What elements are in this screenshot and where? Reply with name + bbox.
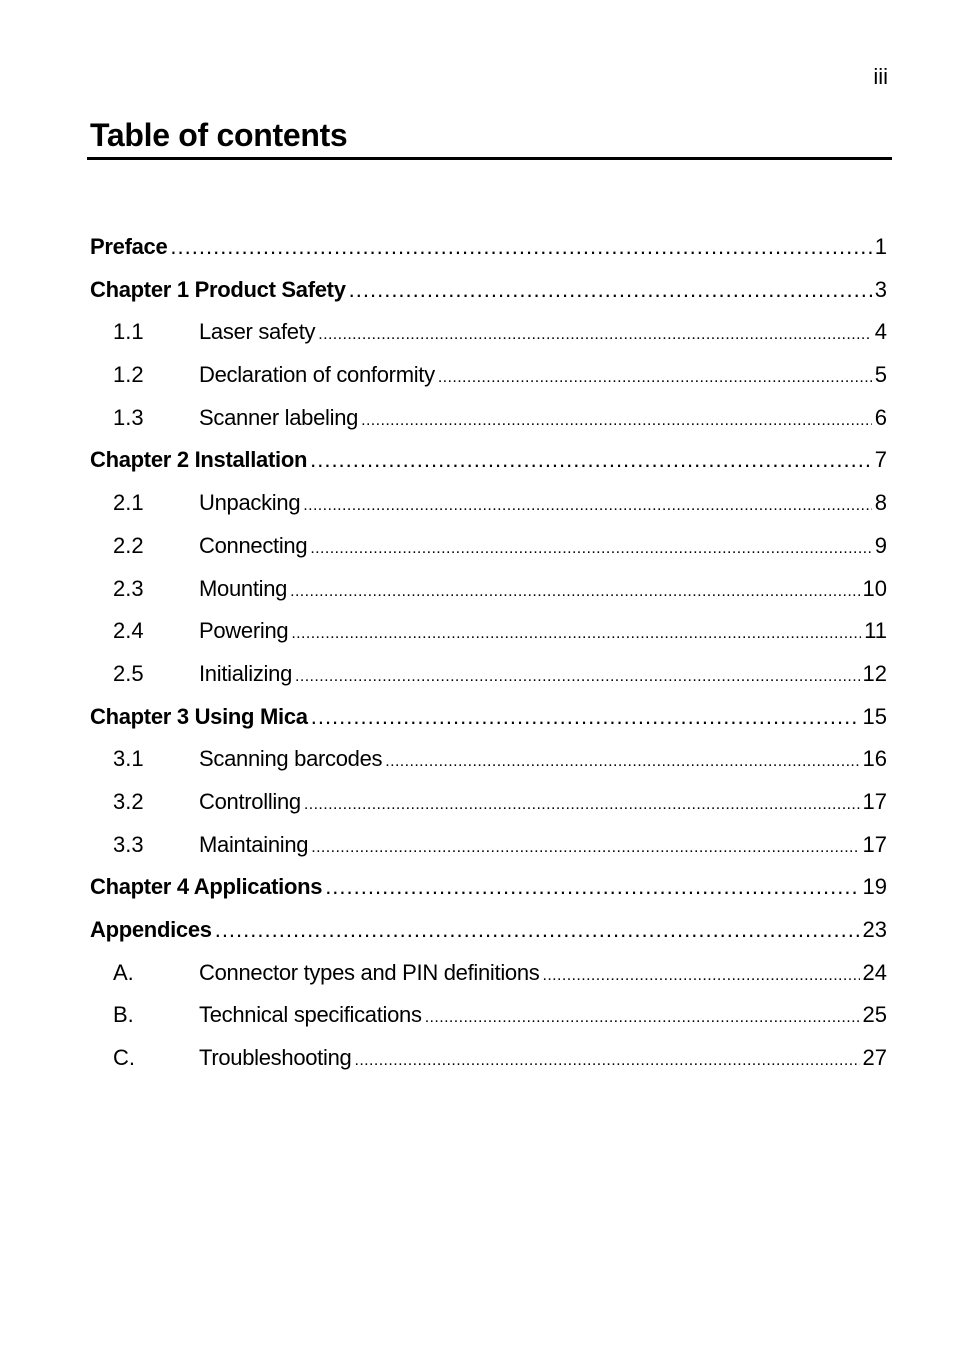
dot-leader	[311, 699, 860, 735]
toc-entry-number: A.	[113, 959, 134, 985]
dot-leader	[291, 616, 861, 652]
toc-list	[90, 229, 887, 1083]
toc-entry-3-3[interactable]	[90, 827, 887, 870]
toc-entry-label: Scanner labeling	[199, 404, 359, 430]
toc-entry-label: Preface	[90, 234, 168, 259]
toc-entry-chapter-4[interactable]	[90, 869, 887, 912]
toc-entry-page: 25	[862, 1002, 887, 1028]
toc-entry-page: 17	[862, 831, 887, 857]
toc-entry-number: 1.2	[113, 362, 144, 388]
toc-entry-label: Laser safety	[199, 319, 316, 345]
toc-entry-1-2[interactable]	[90, 357, 887, 400]
toc-entry-label: Mounting	[199, 575, 288, 601]
toc-entry-label: Powering	[199, 618, 289, 644]
toc-entry-page: 11	[864, 618, 887, 644]
dot-leader	[310, 531, 871, 567]
toc-entry-2-4[interactable]	[90, 613, 887, 656]
toc-entry-chapter-3[interactable]	[90, 699, 887, 742]
toc-entry-label: Initializing	[199, 660, 293, 686]
toc-entry-label: Chapter 1 Product Safety	[90, 276, 346, 302]
toc-entry-page: 1	[874, 234, 887, 259]
toc-entry-1-3[interactable]	[90, 400, 887, 443]
toc-entry-number: B.	[113, 1002, 134, 1028]
toc-entry-2-1[interactable]	[90, 485, 887, 528]
dot-leader	[295, 659, 860, 695]
toc-entry-appendix-c[interactable]	[90, 1040, 887, 1083]
toc-entry-2-5[interactable]	[90, 656, 887, 699]
toc-entry-2-3[interactable]	[90, 571, 887, 614]
dot-leader	[361, 403, 872, 439]
dot-leader	[215, 912, 860, 948]
toc-entry-page: 16	[862, 746, 887, 772]
toc-entry-appendices[interactable]	[90, 912, 887, 955]
dot-leader	[349, 272, 872, 308]
toc-entry-label: Chapter 3 Using Mica	[90, 703, 308, 729]
toc-entry-3-1[interactable]	[90, 741, 887, 784]
dot-leader	[310, 442, 872, 478]
dot-leader	[385, 744, 859, 780]
toc-entry-number: 2.1	[113, 490, 144, 516]
toc-entry-page: 4	[874, 319, 887, 345]
dot-leader	[354, 1043, 859, 1079]
toc-entry-3-2[interactable]	[90, 784, 887, 827]
dot-leader	[303, 488, 871, 524]
dot-leader	[311, 830, 859, 866]
toc-entry-page: 5	[874, 362, 887, 388]
toc-entry-label: Technical specifications	[199, 1002, 422, 1028]
toc-entry-number: 2.5	[113, 660, 144, 686]
toc-entry-label: Troubleshooting	[199, 1045, 352, 1071]
toc-entry-number: 2.3	[113, 575, 144, 601]
toc-entry-label: Connector types and PIN definitions	[199, 959, 540, 985]
toc-entry-label: Connecting	[199, 532, 308, 558]
toc-entry-label: Chapter 4 Applications	[90, 874, 323, 900]
page-title: Table of contents	[90, 117, 348, 153]
toc-entry-page: 12	[862, 660, 887, 686]
toc-entry-page: 10	[862, 575, 887, 601]
toc-entry-preface[interactable]	[90, 229, 887, 272]
toc-entry-number: C.	[113, 1045, 135, 1071]
dot-leader	[425, 1000, 860, 1036]
title-rule	[87, 157, 892, 160]
toc-entry-appendix-b[interactable]	[90, 997, 887, 1040]
dot-leader	[290, 574, 859, 610]
toc-entry-page: 17	[862, 788, 887, 814]
toc-entry-chapter-2[interactable]	[90, 442, 887, 485]
toc-entry-number: 2.4	[113, 618, 144, 644]
toc-entry-page: 24	[862, 959, 887, 985]
page-number: iii	[873, 64, 888, 89]
dot-leader	[542, 958, 859, 994]
dot-leader	[318, 317, 872, 353]
toc-entry-number: 1.3	[113, 404, 144, 430]
toc-entry-label: Declaration of conformity	[199, 362, 435, 388]
dot-leader	[304, 787, 860, 823]
toc-entry-appendix-a[interactable]	[90, 955, 887, 998]
toc-entry-page: 7	[874, 447, 887, 473]
toc-entry-page: 3	[874, 276, 887, 302]
toc-entry-page: 19	[862, 874, 887, 900]
toc-entry-number: 3.3	[113, 831, 144, 857]
toc-entry-label: Scanning barcodes	[199, 746, 383, 772]
toc-entry-page: 27	[862, 1045, 887, 1071]
dot-leader	[325, 869, 859, 905]
toc-entry-label: Unpacking	[199, 490, 301, 516]
toc-entry-page: 15	[862, 703, 887, 729]
toc-entry-label: Maintaining	[199, 831, 309, 857]
toc-entry-chapter-1[interactable]	[90, 272, 887, 315]
dot-leader	[170, 229, 871, 265]
toc-entry-page: 9	[874, 532, 887, 558]
toc-entry-label: Appendices	[90, 917, 212, 942]
toc-entry-number: 1.1	[113, 319, 144, 345]
toc-entry-label: Controlling	[199, 788, 301, 814]
toc-entry-label: Chapter 2 Installation	[90, 447, 308, 473]
dot-leader	[438, 360, 872, 396]
toc-entry-page: 6	[874, 404, 887, 430]
toc-entry-page: 8	[874, 490, 887, 516]
toc-entry-number: 3.2	[113, 788, 144, 814]
toc-entry-number: 3.1	[113, 746, 144, 772]
toc-entry-2-2[interactable]	[90, 528, 887, 571]
toc-entry-page: 23	[862, 917, 887, 942]
toc-entry-number: 2.2	[113, 532, 144, 558]
toc-entry-1-1[interactable]	[90, 314, 887, 357]
